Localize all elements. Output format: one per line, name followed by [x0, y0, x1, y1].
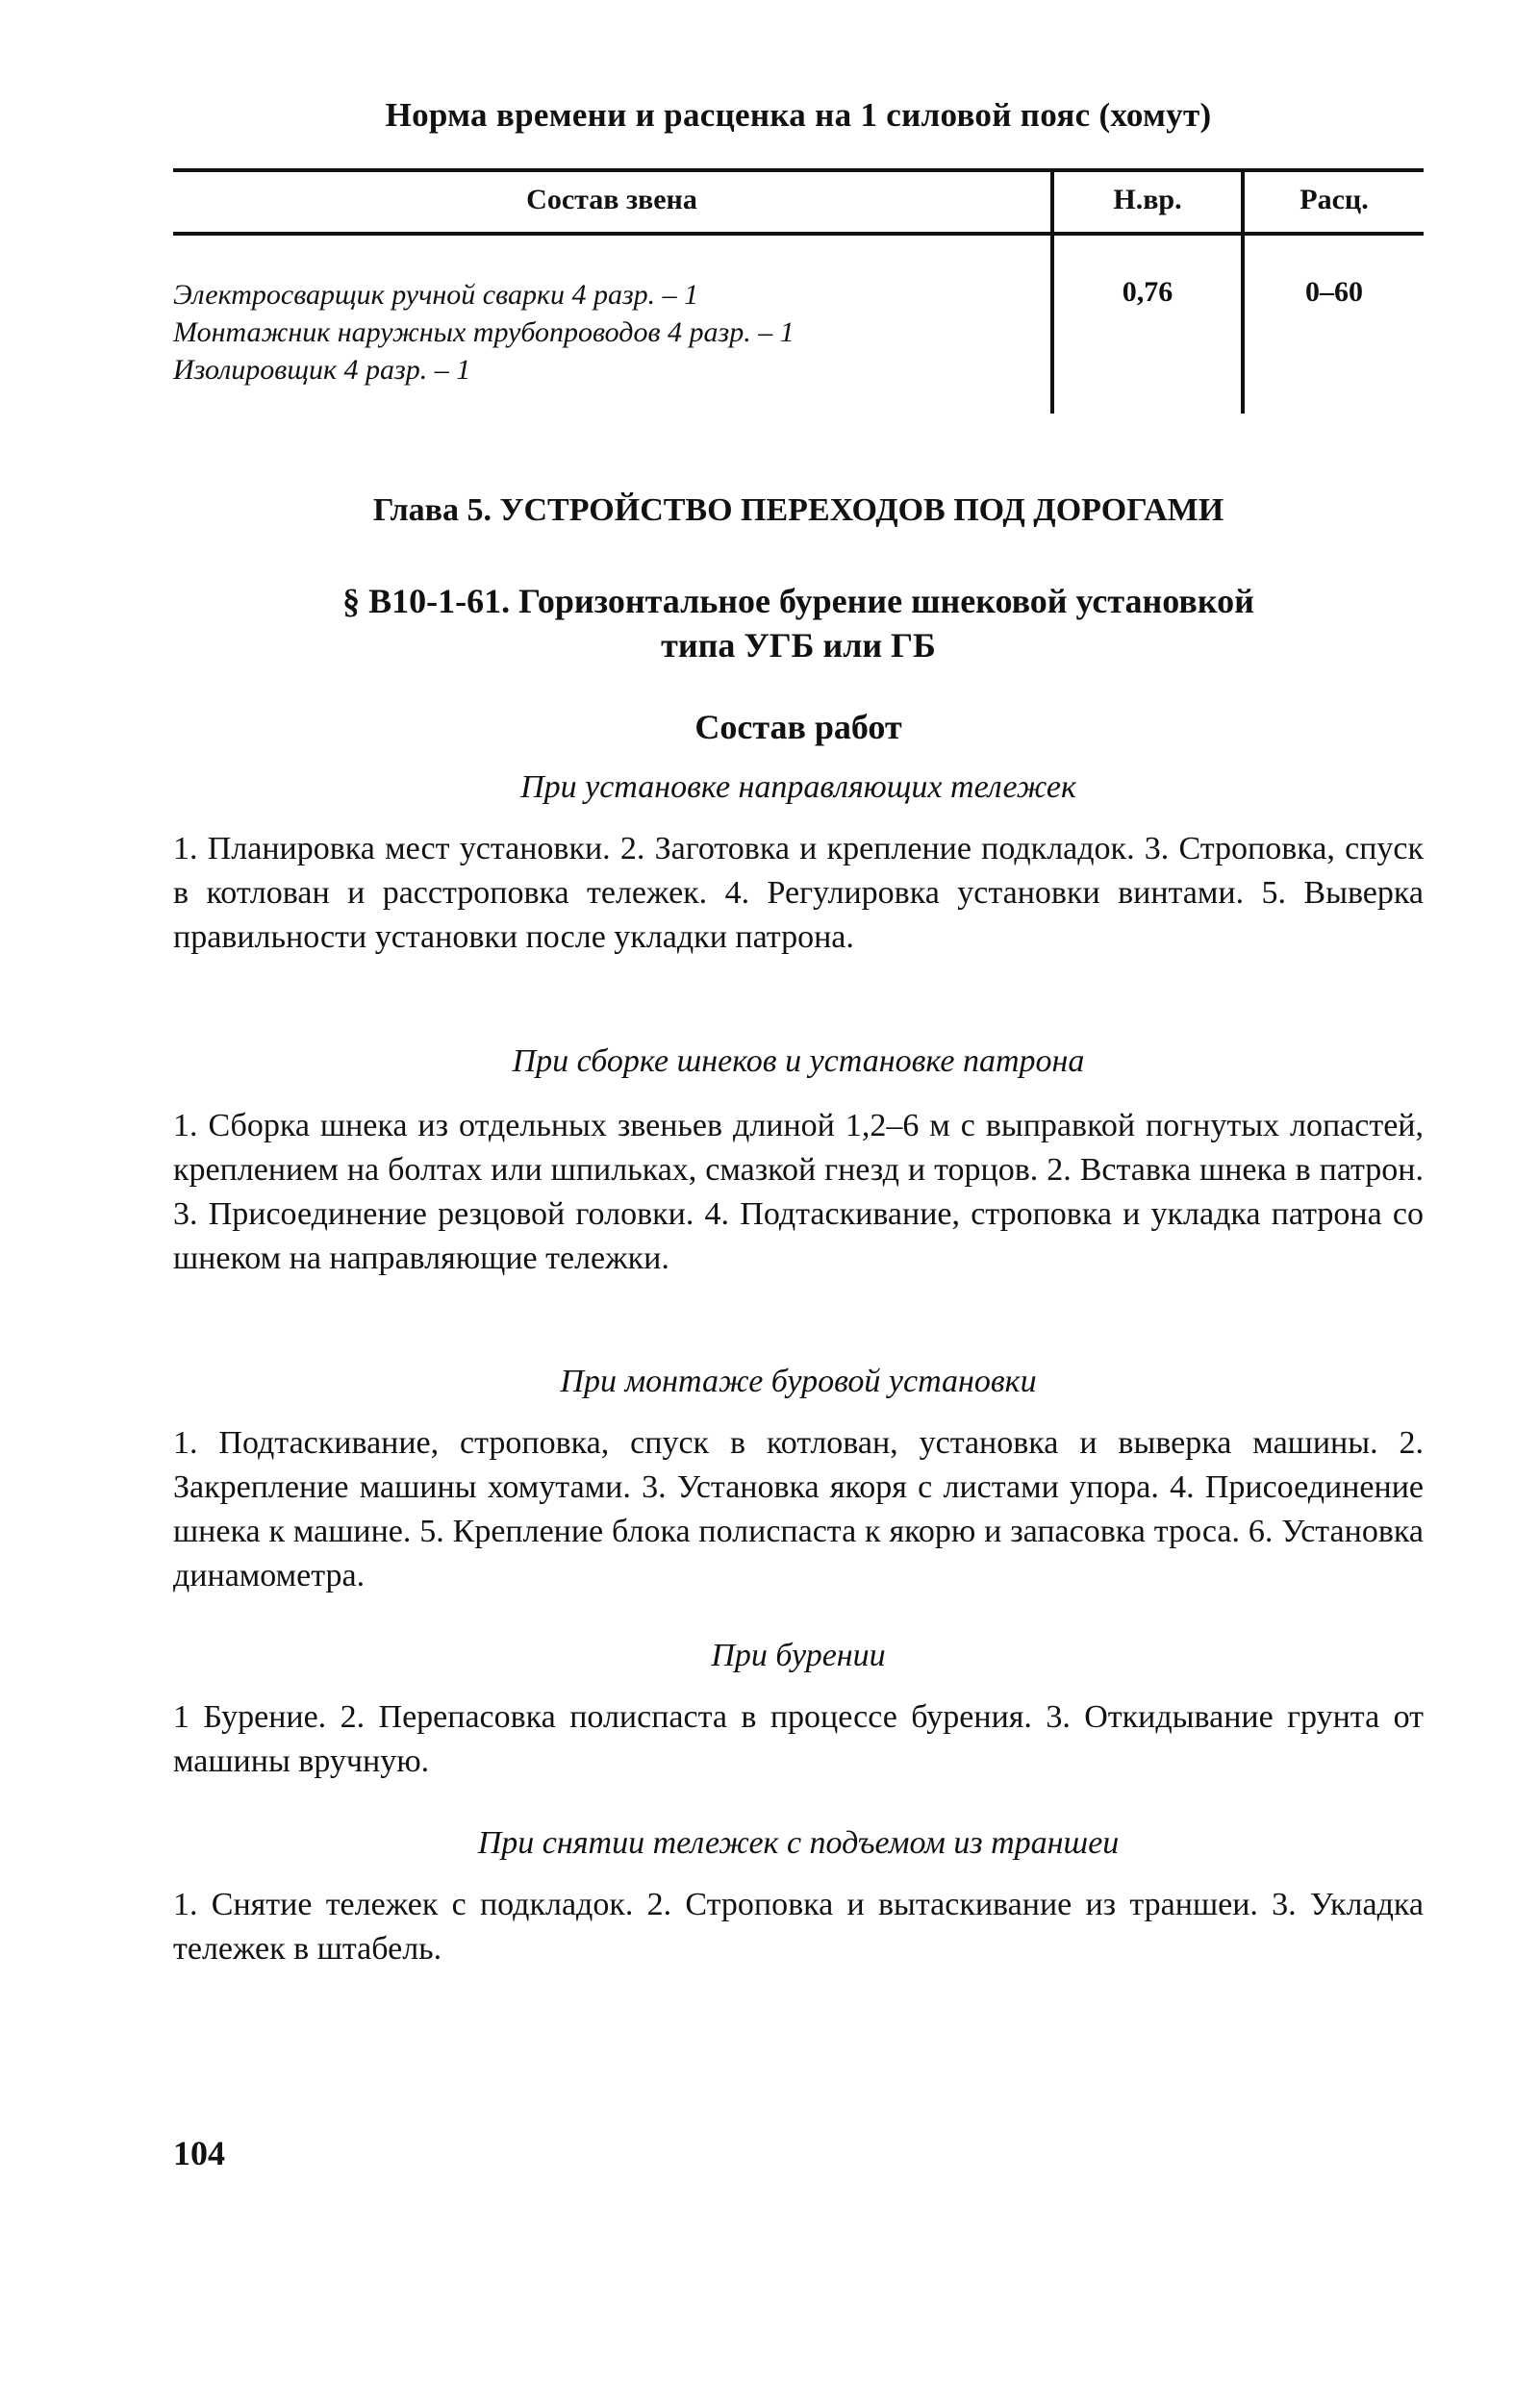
- work-block-text: 1. Снятие тележек с подкладок. 2. Строповка и вытаскивание из траншеи. 3. Укладка тележек в штабель.: [173, 1887, 1424, 1967]
- work-block-heading: При бурении: [711, 1638, 886, 1673]
- section-title-line: типа УГБ или ГБ: [661, 626, 936, 665]
- work-composition-heading: Состав работ: [694, 708, 902, 746]
- crew-member: Электросварщик ручной сварки 4 разр. – 1: [173, 279, 699, 311]
- page-number: 104: [173, 2134, 225, 2172]
- section-title: [250, 579, 1347, 667]
- work-block-heading: При установке направляющих тележек: [520, 769, 1076, 805]
- chapter-title: Глава 5. УСТРОЙСТВО ПЕРЕХОДОВ ПОД ДОРОГАМИ: [372, 492, 1224, 528]
- section-title-line: § В10-1-61. Горизонтальное бурение шнековой установкой: [342, 582, 1254, 620]
- norm-time-value: 0,76: [1122, 276, 1173, 308]
- crew-list: [173, 276, 1039, 389]
- rate-value: 0–60: [1305, 276, 1363, 308]
- work-block-heading: При сборке шнеков и установке патрона: [512, 1043, 1085, 1079]
- crew-member: Монтажник наружных трубопроводов 4 разр. – 1: [173, 316, 795, 348]
- work-block-heading: При монтаже буровой установки: [560, 1364, 1037, 1399]
- table-header-rule: [173, 232, 1424, 236]
- crew-member: Изолировщик 4 разр. – 1: [173, 354, 471, 386]
- work-block-heading: При снятии тележек с подъемом из траншеи: [477, 1825, 1120, 1861]
- norm-table: [173, 168, 1424, 414]
- work-block-text: 1. Планировка мест установки. 2. Заготовка и крепление подкладок. 3. Строповка, спуск в котлован и расстроповка тележек. 4. Регулировка установки винтами. 5. Выверка правильности установки после укладки патрона.: [173, 831, 1424, 955]
- work-block-text: 1 Бурение. 2. Перепасовка полиспаста в процессе бурения. 3. Откидывание грунта от машины вручную.: [173, 1699, 1424, 1779]
- work-block-text: 1. Подтаскивание, строповка, спуск в котлован, установка и выверка машины. 2. Закрепление машины хомутами. 3. Установка якоря с листами упора. 4. Присоединение шнека к машине. 5. Крепление блока полиспаста к якорю и запасовка троса. 6. Установка динамометра.: [173, 1425, 1424, 1593]
- table-top-rule: [173, 168, 1424, 172]
- header-norm-time: Н.вр.: [1113, 184, 1182, 215]
- table-title: Норма времени и расценка на 1 силовой пояс (хомут): [385, 96, 1212, 134]
- work-block-text: 1. Сборка шнека из отдельных звеньев длиной 1,2–6 м с выправкой погнутых лопастей, креплением на болтах или шпильках, смазкой гнезд и торцов. 2. Вставка шнека в патрон. 3. Присоединение резцовой головки. 4. Подтаскивание, строповка и укладка патрона со шнеком на направляющие тележки.: [173, 1108, 1424, 1276]
- header-rate: Расц.: [1300, 184, 1369, 215]
- header-crew-composition: Состав звена: [526, 184, 697, 215]
